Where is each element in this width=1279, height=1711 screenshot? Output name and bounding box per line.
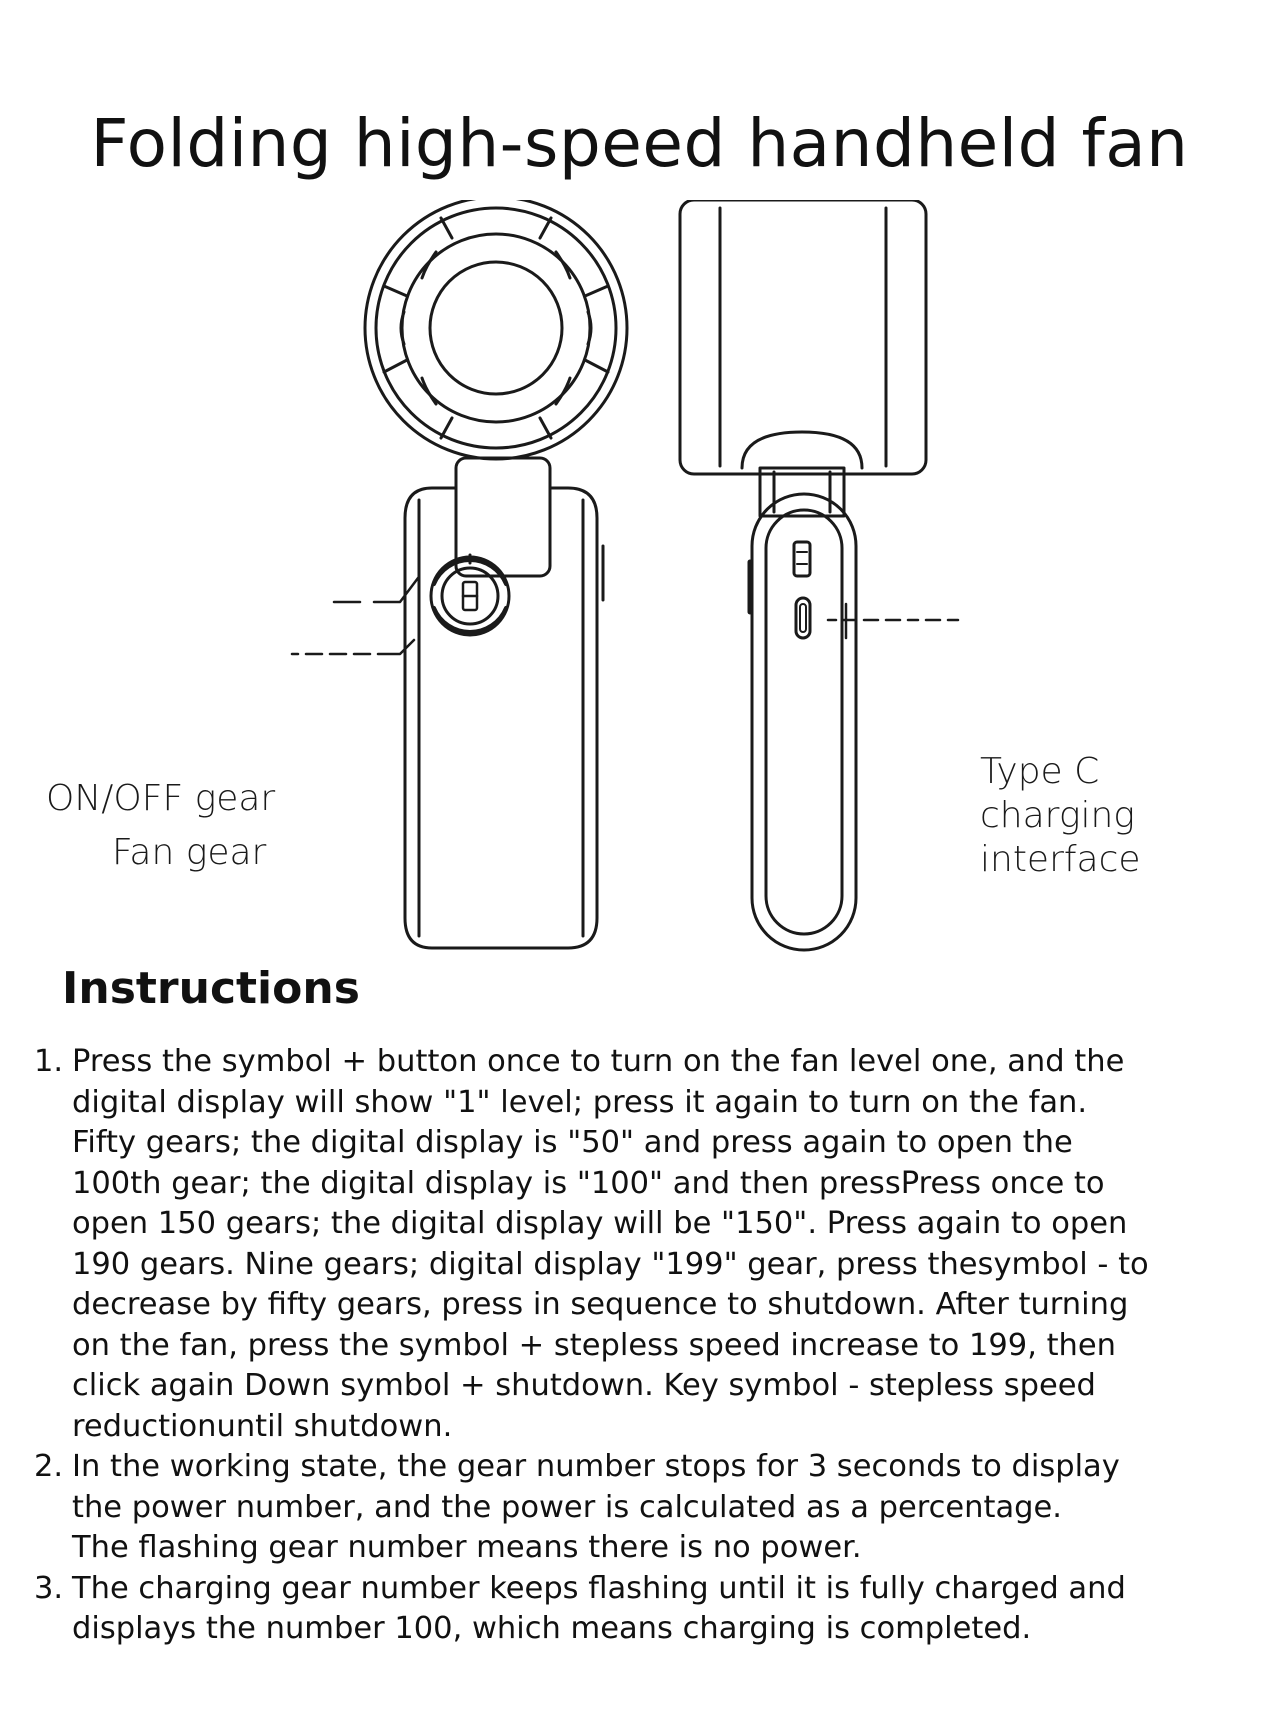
typec-port-side <box>794 542 810 638</box>
fan-head-side <box>680 200 926 474</box>
instruction-line: digital display will show "1" level; press it again to turn on the fan. <box>72 1084 1088 1120</box>
instruction-line: click again Down symbol + shutdown. Key symbol - stepless speed <box>72 1368 1096 1403</box>
fangear-leader-line <box>292 640 414 654</box>
typec-charging-label <box>980 750 1141 882</box>
typec-label-line: interface <box>980 839 1141 880</box>
instruction-line: the power number, and the power is calculated as a percentage. <box>72 1489 1062 1525</box>
handle-side <box>750 494 856 950</box>
onoff-gear-label: ON/OFF gear <box>46 778 276 819</box>
fan-diagram <box>0 200 1279 980</box>
instructions-heading: Instructions <box>62 963 360 1014</box>
instruction-line: Press the symbol + button once to turn on the fan level one, and the <box>72 1044 1125 1079</box>
instruction-line: Fifty gears; the digital display is "50" and press again to open the <box>72 1125 1073 1160</box>
typec-label-line: Type C <box>980 751 1100 792</box>
control-button-front <box>431 555 509 635</box>
front-view-illustration <box>292 200 627 948</box>
side-view-illustration <box>680 200 958 950</box>
fan-head-front <box>365 200 627 459</box>
instruction-line: 100th gear; the digital display is "100" and then pressPress once to <box>72 1165 1105 1201</box>
instruction-line: open 150 gears; the digital display will be "150". Press again to open <box>72 1206 1128 1241</box>
instruction-line: In the working state, the gear number stops for 3 seconds to display <box>72 1449 1120 1484</box>
instruction-number: 1. <box>34 1044 64 1079</box>
handle-front <box>405 488 603 948</box>
instruction-item <box>28 1569 1258 1650</box>
instruction-line: displays the number 100, which means charging is completed. <box>72 1611 1032 1646</box>
instruction-line: on the fan, press the symbol + stepless speed increase to 199, then <box>72 1327 1116 1363</box>
instruction-number: 2. <box>34 1449 64 1484</box>
instruction-line: The charging gear number keeps flashing until it is fully charged and <box>72 1570 1126 1606</box>
instruction-line: The flashing gear number means there is no power. <box>72 1530 862 1565</box>
instructions-list <box>28 1042 1258 1650</box>
typec-label-line: charging <box>980 795 1135 836</box>
instruction-line: reductionuntil shutdown. <box>72 1408 453 1444</box>
fan-gear-label: Fan gear <box>112 832 267 873</box>
page-title: Folding high-speed handheld fan <box>90 105 1189 182</box>
instruction-line: decrease by fifty gears, press in sequence to shutdown. After turning <box>72 1287 1129 1322</box>
instruction-item <box>28 1447 1258 1569</box>
instruction-item <box>28 1042 1258 1447</box>
instruction-line: 190 gears. Nine gears; digital display "199" gear, press thesymbol - to <box>72 1246 1149 1282</box>
instruction-number: 3. <box>34 1570 64 1606</box>
